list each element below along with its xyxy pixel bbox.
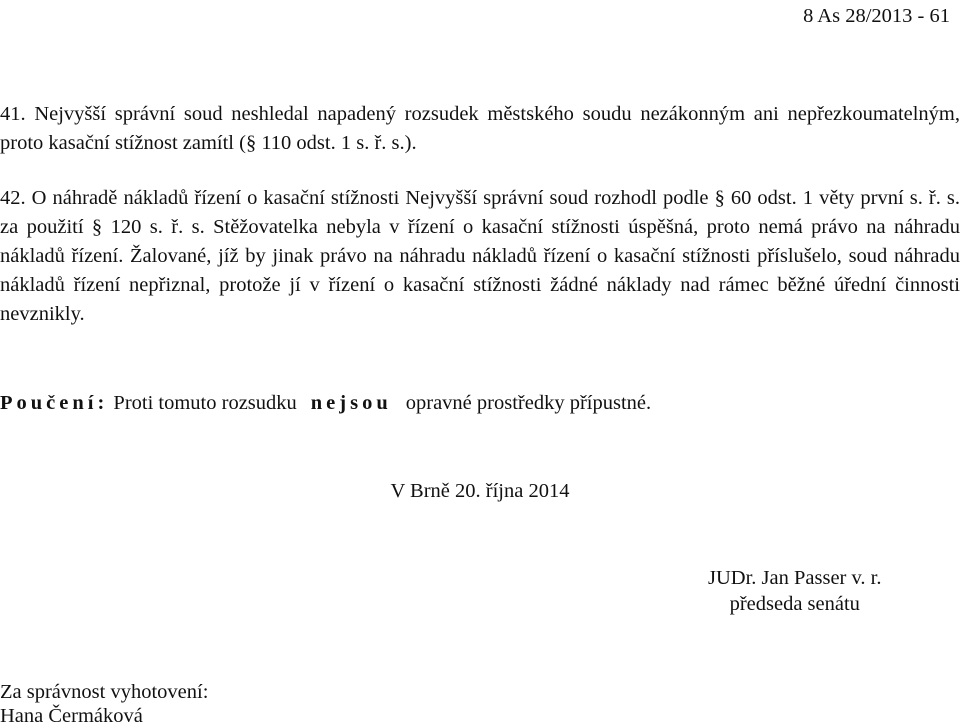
legal-instruction (0, 390, 960, 416)
instruction-emphasis: nejsou (310, 392, 392, 414)
signature-block (708, 565, 881, 617)
paragraph-42: 42. O náhradě nákladů řízení o kasační stížnosti Nejvyšší správní soud rozhodl podle § 60 odst. 1 věty první s. ř. s. za použití § 120 s. ř. s. Stěžovatelka nebyla v řízení o kasační stížnosti úspěšná, proto nemá právo na náhradu nákladů řízení. Žalované, jíž by jinak právo na náhradu nákladů řízení o kasační stížnosti příslušelo, soud náhradu nákladů řízení nepřiznal, protože jí v řízení o kasační stížnosti žádné náklady nad rámec běžné úřední činnosti nevznikly. (0, 187, 960, 325)
copy-certification-name: Hana Čermáková (0, 705, 143, 727)
instruction-text-before: Proti tomuto rozsudku (113, 392, 297, 414)
signatory-role: předseda senátu (729, 593, 860, 615)
signatory-name: JUDr. Jan Passer v. r. (708, 567, 882, 589)
copy-certification (0, 680, 208, 728)
instruction-text-after: opravné prostředky přípustné. (405, 392, 652, 414)
copy-certification-label: Za správnost vyhotovení: (0, 681, 209, 703)
paragraph-41: 41. Nejvyšší správní soud neshledal napadený rozsudek městského soudu nezákonným ani nepřezkoumatelným, proto kasační stížnost zamítl (§ 110 odst. 1 s. ř. s.). (0, 103, 960, 154)
place-and-date: V Brně 20. října 2014 (390, 480, 570, 502)
instruction-label: Poučení: (0, 392, 109, 414)
case-number: 8 As 28/2013 - 61 (803, 5, 950, 27)
